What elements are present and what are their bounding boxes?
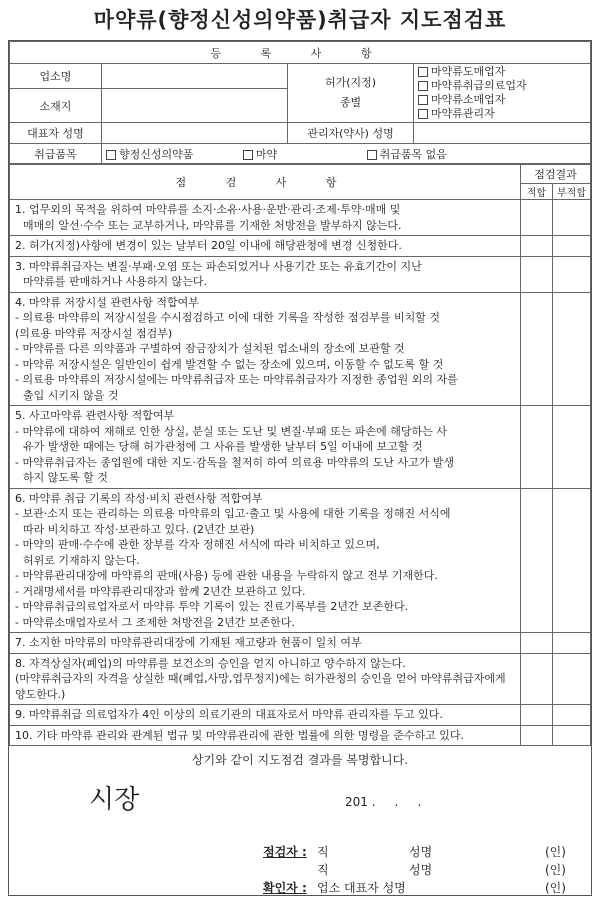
check-item-line: - 마약의 판매·수수에 관한 장부를 각자 정해진 서식에 따라 비치하고 있으며,: [15, 538, 380, 551]
check-item-line: - 보관·소지 또는 관리하는 의료용 마약류의 입고·출고 및 사용에 대한 기록을 정해진 서식에: [15, 507, 451, 520]
registration-table: [9, 41, 591, 164]
pass-cell[interactable]: [520, 292, 552, 406]
item-option[interactable]: 향정신성의약품: [106, 148, 193, 161]
check-item-line: - 마약류관리대장에 마약류의 판매(사용) 등에 관한 내용을 누락하지 않고 전부 기재한다.: [15, 569, 438, 582]
check-item-text: [10, 725, 521, 746]
check-header: 점 검 사 항: [10, 165, 521, 200]
footer: [9, 751, 591, 895]
fail-cell[interactable]: [552, 633, 590, 654]
check-item-line: 8. 자격상실자(폐업)의 마약류를 보건소의 승인을 얻지 아니하고 양수하지 않는다.: [15, 656, 406, 670]
seal-mark: (인): [545, 881, 566, 895]
check-item-text: [10, 653, 521, 705]
check-item-line: 유가 발생한 때에는 당해 허가관청에 그 사유를 발생한 날부터 5일 이내에 보고할 것: [23, 440, 423, 453]
check-item-line: 10. 기타 마약류 관리와 관계된 법규 및 마약류관리에 관한 법률에 의한 명령을 준수하고 있다.: [15, 728, 464, 742]
fail-cell[interactable]: [552, 705, 590, 726]
check-item-text: [10, 236, 521, 257]
pass-cell[interactable]: [520, 725, 552, 746]
check-item-text: [10, 292, 521, 406]
address-field[interactable]: [102, 89, 288, 123]
check-item-line: (의료용 마약류 저장시설 점검부): [15, 326, 173, 340]
check-item-text: [10, 488, 521, 633]
fail-cell[interactable]: [552, 236, 590, 257]
check-item-text: [10, 705, 521, 726]
pass-cell[interactable]: [520, 488, 552, 633]
check-row: [10, 256, 591, 292]
check-item-line: 2. 허가(지정)사항에 변경이 있는 날부터 20일 이내에 해당관청에 변경 신청한다.: [15, 239, 402, 252]
permit-type-options: [414, 64, 591, 123]
permit-option[interactable]: 마약류관리자: [418, 107, 586, 121]
check-item-line: 3. 마약류취급자는 변질·부패·오염 또는 파손되었거나 사용기간 또는 유효기간이 지난: [15, 259, 422, 273]
pass-cell[interactable]: [520, 236, 552, 257]
check-item-text: [10, 633, 521, 654]
check-item-text: [10, 406, 521, 489]
pass-cell[interactable]: [520, 256, 552, 292]
items-label: 취급품목: [10, 144, 102, 164]
fail-cell[interactable]: [552, 488, 590, 633]
manager-label: 관리자(약사) 성명: [288, 123, 414, 144]
checkbox-icon: [418, 81, 428, 91]
check-item-line: 6. 마약류 취급 기록의 작성·비치 관련사항 적합여부: [15, 491, 263, 505]
check-row: [10, 406, 591, 489]
check-item-line: 출입 시키지 않을 것: [23, 388, 119, 402]
address-label: 소재지: [10, 89, 102, 123]
checkbox-icon: [418, 109, 428, 119]
check-item-line: 4. 마약류 저장시설 관련사항 적합여부: [15, 295, 199, 309]
representative-label: 대표자 성명: [10, 123, 102, 144]
pass-cell[interactable]: [520, 653, 552, 705]
check-item-line: 허위로 기재하지 않는다.: [23, 553, 140, 567]
item-option[interactable]: 마약: [243, 148, 277, 161]
checkbox-icon: [106, 150, 116, 160]
permit-option[interactable]: 마약류소매업자: [418, 93, 586, 107]
pass-cell[interactable]: [520, 633, 552, 654]
fail-cell[interactable]: [552, 200, 590, 236]
representative-field[interactable]: [102, 123, 288, 144]
check-row: [10, 200, 591, 236]
fail-cell[interactable]: [552, 406, 590, 489]
pass-cell[interactable]: [520, 200, 552, 236]
check-item-line: - 마약류를 다른 의약품과 구별하여 잠금장치가 설치된 업소내의 장소에 보관할 것: [15, 342, 405, 355]
confirm-text: 상기와 같이 지도점검 결과를 복명합니다.: [191, 753, 409, 767]
confirmer-label: 확인자 :: [263, 881, 307, 895]
check-item-line: 9. 마약류취급 의료업자가 4인 이상의 의료기관의 대표자로서 마약류 관리자를 두고 있다.: [15, 708, 443, 721]
check-item-text: [10, 256, 521, 292]
pass-header: 적합: [520, 184, 552, 200]
page-title: 마약류(향정신성의약품)취급자 지도점검표: [93, 8, 507, 32]
item-option[interactable]: 취급품목 없음: [367, 148, 447, 161]
pass-cell[interactable]: [520, 705, 552, 726]
manager-field[interactable]: [414, 123, 591, 144]
check-item-line: 따라 비치하고 작성·보관하고 있다. (2년간 보관): [23, 522, 255, 536]
registration-header: 등 록 사 항: [10, 42, 591, 64]
date-field[interactable]: 201 . . .: [345, 795, 422, 809]
checkbox-icon: [418, 95, 428, 105]
inspection-form: [8, 40, 592, 896]
position-label: 직: [317, 863, 329, 877]
permit-option[interactable]: 마약류취급의료업자: [418, 79, 586, 93]
check-item-line: 마약류를 판매하거나 사용하지 않는다.: [23, 275, 208, 288]
fail-header: 부적합: [552, 184, 590, 200]
checkbox-icon: [418, 67, 428, 77]
check-item-line: 하지 않도록 할 것: [23, 471, 108, 484]
pass-cell[interactable]: [520, 406, 552, 489]
check-item-line: (마약류취급자의 자격을 상실한 때(폐업,사망,업무정지)에는 허가관청의 승인을 얻어 마약류취급자에게 양도한다.): [15, 672, 506, 701]
check-item-line: 7. 소지한 마약류의 마약류관리대장에 기재된 재고량과 현품이 일치 여부: [15, 636, 362, 649]
checkbox-icon: [243, 150, 253, 160]
check-row: [10, 633, 591, 654]
check-row: [10, 653, 591, 705]
check-item-line: - 마약류취급자는 종업원에 대한 지도·감독을 철저히 하여 의료용 마약류의 도난 사고가 발생: [15, 455, 455, 469]
check-row: [10, 292, 591, 406]
company-name-field[interactable]: [102, 64, 288, 89]
check-item-text: [10, 200, 521, 236]
check-table: [9, 164, 591, 746]
position-label: 직: [317, 845, 329, 859]
fail-cell[interactable]: [552, 653, 590, 705]
check-item-line: - 의료용 마약류의 저장시설에는 마약류취급자 또는 마약류취급자가 지정한 종업원 외의 자를: [15, 373, 458, 386]
permit-type-label: 허가(지정) 종별: [288, 64, 414, 123]
company-name-label: 업소명: [10, 64, 102, 89]
name-label: 성명: [409, 845, 433, 859]
fail-cell[interactable]: [552, 256, 590, 292]
check-item-line: - 마약류취급의료업자로서 마약류 투약 기록이 있는 진료기록부를 2년간 보존한다.: [15, 600, 409, 613]
check-item-line: - 의료용 마약류의 저장시설을 수시점검하고 이에 대한 기록을 작성한 점검부를 비치할 것: [15, 311, 440, 324]
check-item-line: - 마약류에 대하여 재해로 인한 상실, 분실 또는 도난 및 변질·부패 또는 파손에 해당하는 사: [15, 424, 447, 438]
mayor-label: 시장: [89, 785, 140, 815]
check-item-line: 매매의 알선·수수 또는 교부하거나, 마약류를 기재한 처방전을 발부하지 않는다.: [23, 218, 402, 232]
fail-cell[interactable]: [552, 725, 590, 746]
checkbox-icon: [367, 150, 377, 160]
seal-mark: (인): [545, 863, 566, 877]
check-item-line: - 마약류소매업자로서 그 조제한 처방전을 2년간 보존한다.: [15, 615, 295, 629]
items-options: [102, 144, 591, 164]
check-row: [10, 725, 591, 746]
rep-name-label: 업소 대표자 성명: [317, 881, 406, 895]
check-row: [10, 236, 591, 257]
check-item-line: 5. 사고마약류 관련사항 적합여부: [15, 409, 175, 422]
fail-cell[interactable]: [552, 292, 590, 406]
inspector-label: 점검자 :: [263, 845, 307, 859]
check-row: [10, 488, 591, 633]
seal-mark: (인): [545, 845, 566, 859]
name-label: 성명: [409, 863, 433, 877]
check-item-line: - 거래명세서를 마약류관리대장과 함께 2년간 보관하고 있다.: [15, 584, 306, 598]
check-row: [10, 705, 591, 726]
result-header: 점검결과: [520, 165, 590, 184]
check-item-line: 1. 업무외의 목적을 위하여 마약류를 소지·소유·사용·운반·관리·조제·투약·매매 및: [15, 203, 401, 216]
check-item-line: - 마약류 저장시설은 일반인이 쉽게 발견할 수 없는 장소에 있으며, 이동할 수 없도록 할 것: [15, 357, 444, 371]
permit-option[interactable]: 마약류도매업자: [418, 65, 586, 79]
